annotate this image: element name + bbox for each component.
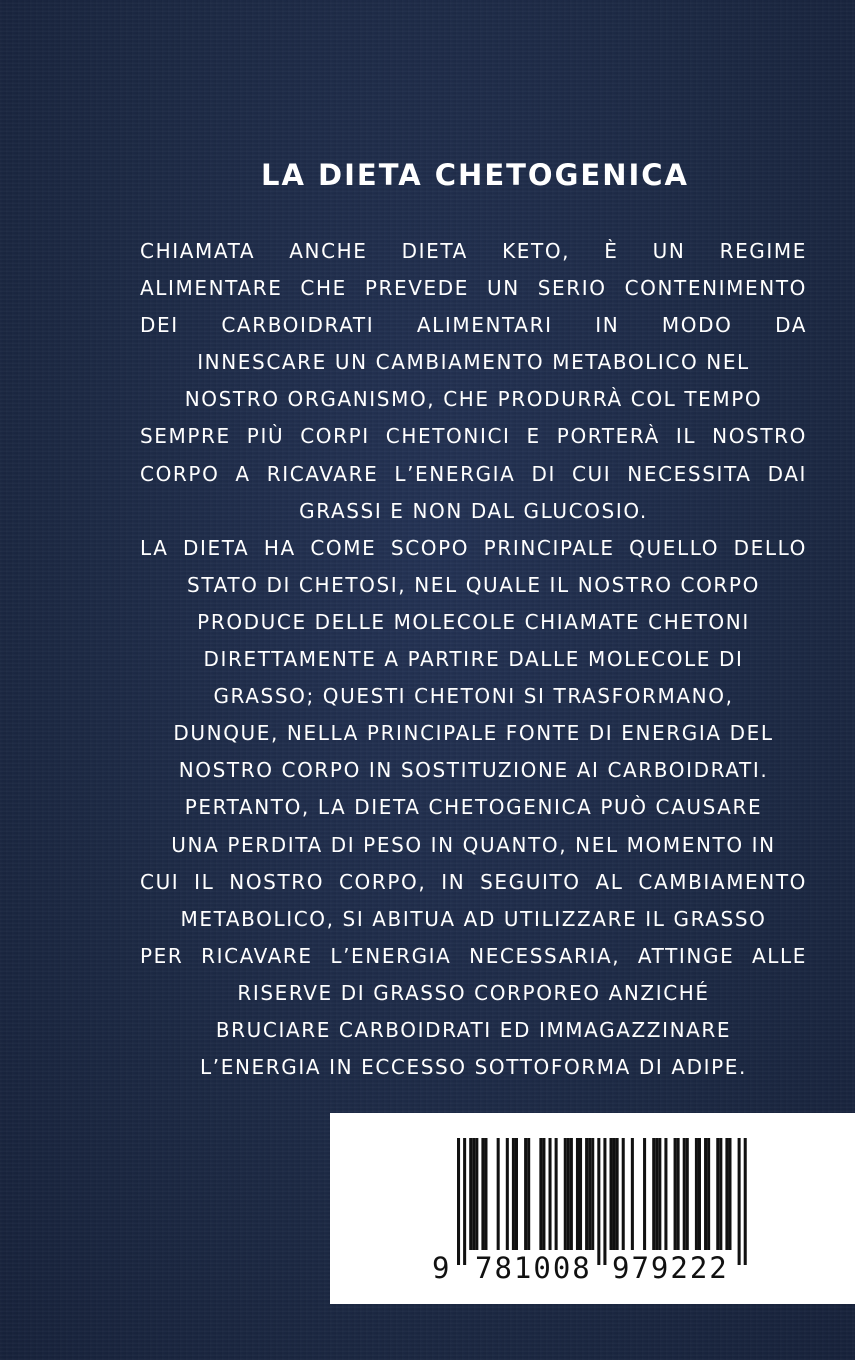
barcode-bar — [524, 1138, 527, 1250]
blurb-line: UNA PERDITA DI PESO IN QUANTO, NEL MOMENTO IN — [171, 832, 776, 857]
barcode-bar — [579, 1138, 582, 1250]
barcode-bar — [707, 1138, 710, 1250]
barcode-bar — [457, 1138, 460, 1265]
blurb-text — [140, 233, 807, 1086]
isbn-lead-digit: 9 — [432, 1251, 452, 1285]
barcode-bar — [463, 1138, 466, 1265]
cover-title: LA DIETA CHETOGENICA — [261, 158, 689, 192]
barcode-bar — [610, 1138, 613, 1250]
blurb-line: STATO DI CHETOSI, NEL QUALE IL NOSTRO CORPO — [187, 572, 760, 597]
barcode-bar — [527, 1138, 530, 1250]
barcode-bar — [603, 1138, 606, 1265]
barcode-bar — [658, 1138, 661, 1250]
barcode-bar — [744, 1138, 747, 1265]
barcode-bar — [570, 1138, 573, 1250]
barcode-bar — [567, 1138, 570, 1250]
blurb-line: INNESCARE UN CAMBIAMENTO METABOLICO NEL — [197, 350, 750, 375]
blurb-line: ALIMENTARE CHE PREVEDE UN SERIO CONTENIMENTO — [140, 276, 807, 301]
barcode-bar — [506, 1138, 509, 1250]
blurb-line: DIRETTAMENTE A PARTIRE DALLE MOLECOLE DI — [203, 647, 744, 672]
blurb-line: NOSTRO CORPO IN SOSTITUZIONE AI CARBOIDRATI. — [178, 758, 769, 783]
blurb-line: GRASSI E NON DAL GLUCOSIO. — [299, 498, 648, 523]
blurb-line: PRODUCE DELLE MOLECOLE CHIAMATE CHETONI — [197, 609, 750, 634]
barcode-bar — [475, 1138, 478, 1250]
blurb-line: LA DIETA HA COME SCOPO PRINCIPALE QUELLO DELLO — [140, 535, 807, 560]
barcode-bar — [542, 1138, 545, 1250]
barcode-bar — [591, 1138, 594, 1250]
barcode-bar — [643, 1138, 646, 1250]
blurb-line: SEMPRE PIÙ CORPI CHETONICI E PORTERÀ IL NOSTRO — [140, 424, 807, 449]
blurb-line: CUI IL NOSTRO CORPO, IN SEGUITO AL CAMBIAMENTO — [140, 869, 807, 894]
barcode-bar — [683, 1138, 686, 1250]
barcode-bar — [655, 1138, 658, 1250]
barcode-bar — [738, 1138, 741, 1265]
barcode-bar — [555, 1138, 558, 1250]
blurb-line: DEI CARBOIDRATI ALIMENTARI IN MODO DA — [140, 313, 807, 338]
barcode-bar — [716, 1138, 719, 1250]
barcode-bar — [686, 1138, 689, 1250]
blurb-line: L’ENERGIA IN ECCESSO SOTTOFORMA DI ADIPE. — [200, 1055, 747, 1080]
barcode-bar — [481, 1138, 484, 1250]
barcode-bar — [564, 1138, 567, 1250]
barcode-bar — [622, 1138, 625, 1250]
barcode-bar — [512, 1138, 515, 1250]
barcode-bar — [588, 1138, 591, 1250]
barcode-bar — [597, 1138, 600, 1265]
barcode-bar — [674, 1138, 677, 1250]
barcode-label — [330, 1113, 855, 1304]
barcode-bar — [719, 1138, 722, 1250]
blurb-line: CORPO A RICAVARE L’ENERGIA DI CUI NECESSITA DAI — [140, 461, 807, 486]
blurb-line: DUNQUE, NELLA PRINCIPALE FONTE DI ENERGIA DEL — [173, 721, 774, 746]
barcode-bar — [704, 1138, 707, 1250]
barcode-bar — [725, 1138, 728, 1250]
blurb-line: NOSTRO ORGANISMO, CHE PRODURRÀ COL TEMPO — [184, 387, 763, 412]
barcode-bar — [549, 1138, 552, 1250]
blurb-line: METABOLICO, SI ABITUA AD UTILIZZARE IL GRASSO — [180, 906, 767, 931]
barcode-bar — [576, 1138, 579, 1250]
barcode-bar — [472, 1138, 475, 1250]
barcode-bar — [484, 1138, 487, 1250]
barcode-bar — [698, 1138, 701, 1250]
blurb-line: RISERVE DI GRASSO CORPOREO ANZICHÉ — [237, 980, 710, 1005]
barcode-bar — [631, 1138, 634, 1250]
blurb-line: PER RICAVARE L’ENERGIA NECESSARIA, ATTINGE ALLE — [140, 943, 807, 968]
blurb-line: CHIAMATA ANCHE DIETA KETO, È UN REGIME — [140, 239, 807, 263]
barcode-bar — [613, 1138, 616, 1250]
barcode-bar — [664, 1138, 667, 1250]
blurb-line: GRASSO; QUESTI CHETONI SI TRASFORMANO, — [213, 684, 734, 709]
barcode-bar — [695, 1138, 698, 1250]
blurb-line: BRUCIARE CARBOIDRATI ED IMMAGAZZINARE — [215, 1017, 732, 1042]
isbn-group-right: 979222 — [612, 1251, 729, 1285]
barcode-bar — [652, 1138, 655, 1250]
barcode-bar — [616, 1138, 619, 1250]
isbn-group-left: 781008 — [475, 1251, 592, 1285]
barcode-bar — [539, 1138, 542, 1250]
barcode-bar — [515, 1138, 518, 1250]
barcode-bar — [585, 1138, 588, 1250]
blurb-line: PERTANTO, LA DIETA CHETOGENICA PUÒ CAUSARE — [184, 795, 763, 820]
barcode-bar — [677, 1138, 680, 1250]
barcode-bar — [497, 1138, 500, 1250]
barcode-bars — [330, 1113, 855, 1304]
barcode-bar — [469, 1138, 472, 1250]
barcode-bar — [728, 1138, 731, 1250]
